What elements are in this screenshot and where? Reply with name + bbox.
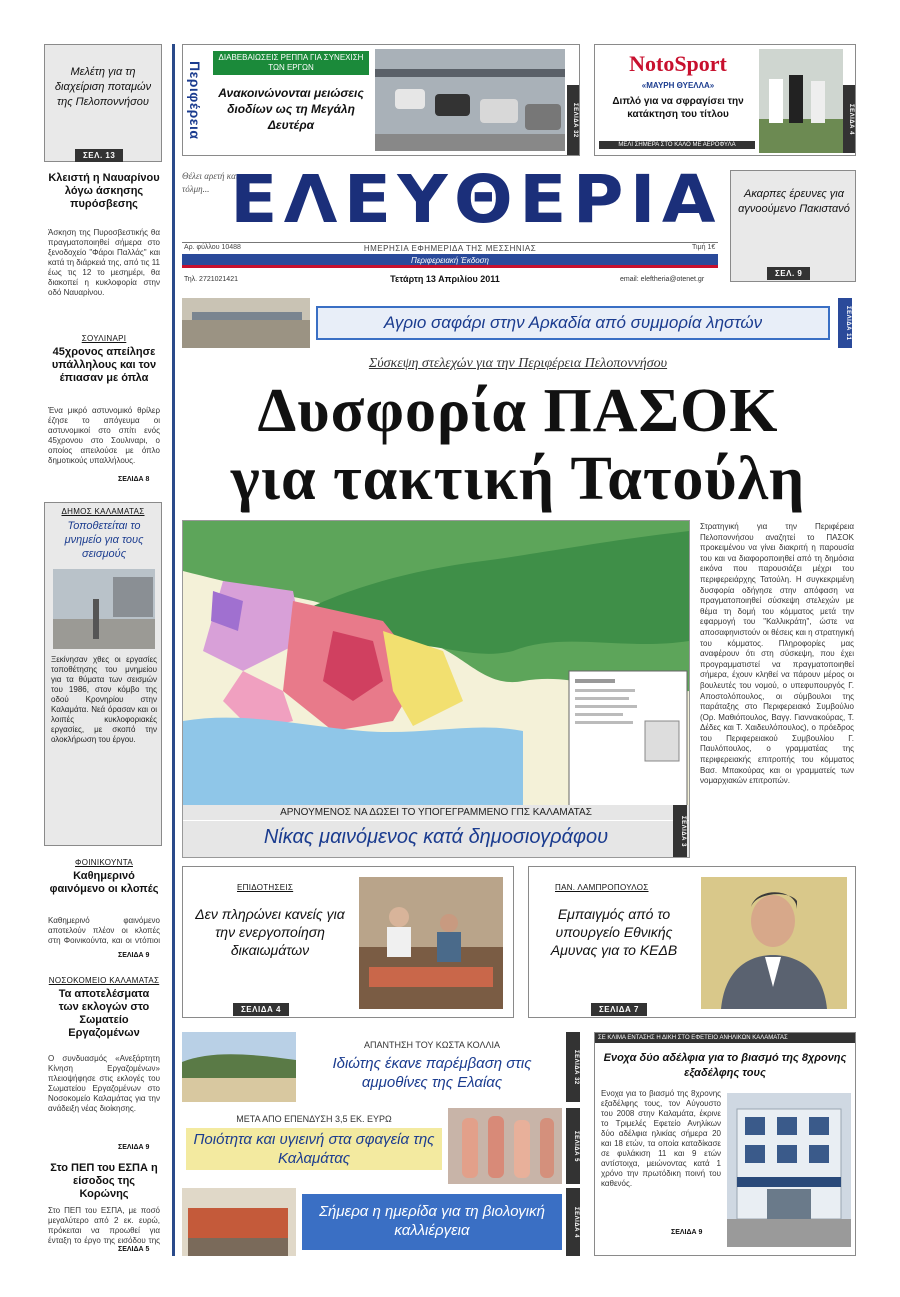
bottom-2-title: Ποιότητα και υγιεινή στα σφαγεία της Καλαμάτας: [186, 1128, 442, 1170]
a3-kicker: ΦΟΙΝΙΚΟΥΝΤΑ: [75, 858, 133, 867]
portrait-photo: [701, 877, 847, 1009]
mid-left-kicker: ΕΠΙΔΟΤΗΣΕΙΣ: [237, 883, 294, 892]
masthead-email: email: eleftheria@otenet.gr: [620, 276, 705, 283]
slaughter-photo-graphic: [448, 1108, 562, 1184]
bottom-1-title: Ιδιώτης έκανε παρέμβαση στις αμμοθίνες της Ελαίας: [332, 1055, 532, 1091]
mid-left-story[interactable]: [182, 866, 514, 1018]
bottom-story-1[interactable]: [182, 1032, 582, 1102]
lead-headline-1[interactable]: Δυσφορία ΠΑΣΟΚ: [257, 377, 779, 445]
a4-body: Ο συνδυασμός «Ανεξάρτητη Κίνηση Εργαζομένων» πλειοψήφησε στις εκλογές του Σωματείου Εργαζομένων στο Νοσοκομείο Καλαμάτας για την ανάδειξη νέας διοίκησης.: [48, 1054, 160, 1113]
masthead-tagline: Θέλει αρετή και τόλμη...: [182, 171, 239, 194]
sport-title: Διπλό για να σφραγίσει την κατάκτηση του τίτλου: [612, 96, 744, 120]
left-promo-title: Μελέτη για τη διαχείριση ποταμών της Πελοποννήσου: [54, 66, 152, 108]
sport-footer: ΜΕΛΙ ΣΗΜΕΡΑ ΣΤΟ ΚΑΛΟ ΜΕ ΑΕΡΟΦΥΛΑ: [599, 141, 755, 149]
mid-right-page: ΣΕΛΙΔΑ 7: [591, 1003, 647, 1016]
masthead-price: Τιμή 1€: [692, 244, 716, 251]
bottom-1-kicker: ΑΠΑΝΤΗΣΗ ΤΟΥ ΚΩΣΤΑ ΚΟΛΛΙΑ: [363, 1040, 500, 1050]
box2-kicker: ΔΗΜΟΣ ΚΑΛΑΜΑΤΑΣ: [61, 507, 145, 516]
sport-page: ΣΕΛΙΔΑ 4: [843, 85, 855, 153]
masthead-issue: Αρ. φύλλου 10488: [184, 244, 241, 251]
box2-title: Τοποθετείται το μνημείο για τους σεισμούς: [64, 520, 144, 560]
monument-photo: [53, 569, 155, 649]
a2-body: Ένα μικρό αστυνομικό θρίλερ έζησε το απόγευμα οι αστυνομικοί στο σπίτι ενός 45χρονου στο Σουλιναρι, ο οποίος απειλούσε με όπλο δημοτικούς υπαλλήλους.: [48, 406, 160, 465]
subsidy-photo-graphic: [359, 877, 503, 1009]
a4-page: ΣΕΛΙΔΑ 9: [118, 1144, 150, 1151]
map-kicker: ΑΡΝΟΥΜΕΝΟΣ ΝΑ ΔΩΣΕΙ ΤΟ ΥΠΟΓΕΓΡΑΜΜΕΝΟ ΓΠΣ ΚΑΛΑΜΑΤΑΣ: [183, 805, 689, 820]
toll-photo-graphic: [375, 49, 565, 151]
seminar-photo-graphic: [182, 1188, 296, 1256]
sport-photo: [759, 49, 843, 153]
dunes-photo: [182, 1032, 296, 1102]
a5-body: Στο ΠΕΠ του ΕΣΠΑ, με ποσό μεγαλύτερο από 2 εκ. ευρώ, πρόκειται να προωθεί για ένταξη το έργο της εισόδου της: [48, 1206, 160, 1245]
arcadia-photo-graphic: [182, 298, 310, 348]
masthead-title[interactable]: ΕΛΕΥΘΕΡΙΑ: [230, 161, 722, 238]
mid-right-title: Εμπαιγμός από το υπουργείο Εθνικής Αμυνας για το ΚΕΔΒ: [550, 906, 678, 958]
map-title: Νίκας μαινόμενος κατά δημοσιογράφου: [183, 821, 689, 857]
a3-title[interactable]: Καθημερινό φαινόμενο οι κλοπές: [49, 870, 159, 895]
left-promo-page: ΣΕΛ. 13: [75, 149, 123, 162]
kalamata-map: [183, 521, 689, 809]
mid-right-story[interactable]: [528, 866, 856, 1018]
a3-body: Καθημερινό φαινόμενο αποτελούν πλέον οι κλοπές στη Φοινικούντα, και οι ντόπιοι: [48, 916, 160, 945]
a4-kicker: ΝΟΣΟΚΟΜΕΙΟ ΚΑΛΑΜΑΤΑΣ: [48, 976, 160, 985]
lead-body: Στρατηγική για την Περιφέρεια Πελοποννήσου αναζητεί το ΠΑΣΟΚ προκειμένου να γίνει διακριτή η παρουσία του και να διαφοροποιηθεί από τη δημόσια εικόνα που παρουσιάζει μέχρι του περιφερειάρχης Τατούλη. Η συγκεκριμένη δυσφορία οδήγησε στην απόφαση να πραγματοποιηθεί σύσκεψη στελεχών με θέμα τη δομή του κόμματος μετά την εφαρμογή του "Καλλικράτη", ώστε να αποσαφηνιστούν οι θέσεις και η στρατηγική του κόμματος. Πληροφορίες μας αναφέρουν ότι στη σύσκεψη, που έχει προγραμματιστεί να πραγματοποιηθεί σήμερα, έχουν κληθεί να πάρουν μέρος οι βουλευτές του νομού, ο υπεφυπουργός Γ. Αποστολόπουλος, οι σύμβουλοι της παράταξης στο Περιφερειακό Συμβούλιο (Ορ. Μαθιόπουλος, Βαγγ. Γιαννακούρας, Τ. Δέδες και Τ. Χαιδευλόπουλος), ο πρόεδρος του Περιφερειακού Συμβουλίου Γ. Παυλόπουλος, ο γραμματέας της περιφερειακής επιτροπής του κόμματος Βασ. Μπακούρας και οι γραμματείς των νομαρχιακών επιτροπών.: [700, 522, 854, 786]
bottom-right-kicker: ΣΕ ΚΛΙΜΑ ΕΝΤΑΣΗΣ Η ΔΙΚΗ ΣΤΟ ΕΦΕΤΕΙΟ ΑΝΗΛΙΚΩΝ ΚΑΛΑΜΑΤΑΣ: [595, 1033, 855, 1043]
monument-photo-graphic: [53, 569, 155, 649]
mid-right-kicker: ΠΑΝ. ΛΑΜΠΡΟΠΟΥΛΟΣ: [555, 883, 649, 892]
map-label: [575, 685, 576, 686]
a1-body: Άσκηση της Πυροσβεστικής θα πραγματοποιηθεί σήμερα στο ξενοδοχείο "Φάροι Παλλάς" και κατά τη διάρκειά της, από τις 11 έως τις 12 το μεσημέρι, θα διακοπεί η κυκλοφορία στην οδό Ναυαρίνου.: [48, 228, 160, 297]
region-tab: Περιφέρεια: [183, 45, 205, 155]
arcadia-title: Αγριο σαφάρι στην Αρκαδία από συμμορία ληστών: [316, 306, 830, 340]
sport-kicker: «ΜΑΥΡΗ ΘΥΕΛΛΑ»: [641, 81, 715, 90]
masthead-phone: Τηλ. 2721021421: [184, 276, 238, 283]
subsidy-photo: [359, 877, 503, 1009]
region-page: ΣΕΛΙΔΑ 32: [567, 85, 579, 155]
bottom-story-2[interactable]: [182, 1108, 582, 1184]
a5-page: ΣΕΛΙΔΑ 5: [118, 1246, 150, 1253]
bottom-story-3[interactable]: [182, 1188, 582, 1256]
bottom-right-title: Ενοχα δύο αδέλφια για το βιασμό της 8χρονης εξαδέλφης τους: [603, 1052, 847, 1079]
bottom-2-page: ΣΕΛΙΔΑ 5: [566, 1108, 580, 1184]
a2-page: ΣΕΛΙΔΑ 8: [118, 476, 150, 483]
masthead-edition: Περιφερειακή Έκδοση: [182, 254, 718, 268]
left-column: [44, 44, 172, 1256]
bottom-3-page: ΣΕΛΙΔΑ 4: [566, 1188, 580, 1256]
lead-headline-2[interactable]: για τακτική Τατούλη: [230, 445, 806, 513]
banner-arcadia[interactable]: [182, 298, 854, 348]
top-promo-sport[interactable]: [594, 44, 856, 156]
sport-brand: NotoSport: [629, 51, 727, 76]
a4-title[interactable]: Τα αποτελέσματα των εκλογών στο Σωματείο Εργαζομένων: [58, 988, 150, 1039]
box2-body: Ξεκίνησαν χθες οι εργασίες τοποθέτησης του μνημείου για τα θύματα των σεισμών του 1986, στον κόμβο της οδού Κρονηρίου στην Καλαμάτα. Νεά όρασαν και οι λοιπές κυκλοφοριακές εργασίες, με σκοπό την ολοκλήρωση του έργου.: [51, 655, 157, 744]
region-kicker: ΔΙΑΒΕΒΑΙΩΣΕΙΣ ΡΕΠΠΑ ΓΙΑ ΣΥΝΕΧΙΣΗ ΤΩΝ ΕΡΓΩΝ: [213, 51, 369, 75]
bottom-right-body: Ενοχα για το βιασμό της 8χρονης εξαδέλφης τους, τον Αύγουστο του 2008 στην Καλαμάτα, έκρινε το Τριμελές Εφετείο Ανηλίκων δύο αδέλφια ηλικίας σήμερα 20 και 18 ετών, τα οποία καταδίκασε σε φυλάκιση 11 και 9 ετών αντίστοιχα, μειώνοντας κατά 1 χρόνο την πρωτόδικη ποινή του καθενός.: [601, 1089, 721, 1188]
top-promo-region[interactable]: [182, 44, 580, 156]
bottom-1-page: ΣΕΛΙΔΑ 32: [566, 1032, 580, 1102]
sport-photo-graphic: [759, 49, 843, 153]
slaughter-photo: [448, 1108, 562, 1184]
a2-kicker: ΣΟΥΛΙΝΑΡΙ: [81, 334, 127, 343]
bottom-2-kicker: ΜΕΤΑ ΑΠΟ ΕΠΕΝΔΥΣΗ 3,5 ΕΚ. ΕΥΡΩ: [236, 1114, 392, 1124]
left-column-divider: [172, 44, 175, 1256]
dunes-photo-graphic: [182, 1032, 296, 1102]
masthead-rule: [182, 242, 718, 243]
region-title: Ανακοινώνονται μειώσεις διοδίων ως τη Μεγάλη Δευτέρα: [218, 86, 364, 132]
portrait-photo-graphic: [701, 877, 847, 1009]
bottom-right-story[interactable]: [594, 1032, 856, 1256]
arcadia-page: ΣΕΛΙΔΑ 11: [838, 298, 852, 348]
a5-title[interactable]: Στο ΠΕΠ του ΕΣΠΑ η είσοδος της Κορώνης: [50, 1162, 158, 1200]
mid-left-title: Δεν πληρώνει κανείς για την ενεργοποίηση δικαιωμάτων: [195, 906, 345, 958]
left-monument-box[interactable]: [44, 502, 162, 846]
arcadia-photo: [182, 298, 310, 348]
bottom-right-page: ΣΕΛΙΔΑ 9: [671, 1229, 703, 1236]
right-promo-box[interactable]: [730, 170, 856, 282]
map-page: ΣΕΛΙΔΑ 3: [673, 805, 687, 857]
left-promo-box[interactable]: [44, 44, 162, 162]
map-panel[interactable]: [182, 520, 690, 858]
court-photo: [727, 1093, 851, 1247]
seminar-photo: [182, 1188, 296, 1256]
a2-title[interactable]: 45χρονος απείλησε υπάλληλους και τον έπιασαν με όπλα: [51, 346, 157, 384]
masthead-date: Τετάρτη 13 Απριλίου 2011: [390, 274, 500, 284]
toll-photo: [375, 49, 565, 151]
court-photo-graphic: [727, 1093, 851, 1247]
right-promo-title: Ακαρπες έρευνες για αγνοούμενο Πακιστανό: [738, 188, 850, 215]
a1-title[interactable]: Κλειστή η Ναυαρίνου λόγω άσκησης πυρόσβεσης: [48, 172, 160, 210]
a3-page: ΣΕΛΙΔΑ 9: [118, 952, 150, 959]
right-promo-page: ΣΕΛ. 9: [767, 267, 810, 280]
bottom-3-title: Σήμερα η ημερίδα για τη βιολογική καλλιέργεια: [302, 1194, 562, 1250]
masthead-subtitle: ΗΜΕΡΗΣΙΑ ΕΦΗΜΕΡΙΔΑ ΤΗΣ ΜΕΣΣΗΝΙΑΣ: [363, 244, 537, 253]
mid-left-page: ΣΕΛΙΔΑ 4: [233, 1003, 289, 1016]
lead-kicker: Σύσκεψη στελεχών για την Περιφέρεια Πελοποννήσου: [368, 356, 668, 371]
